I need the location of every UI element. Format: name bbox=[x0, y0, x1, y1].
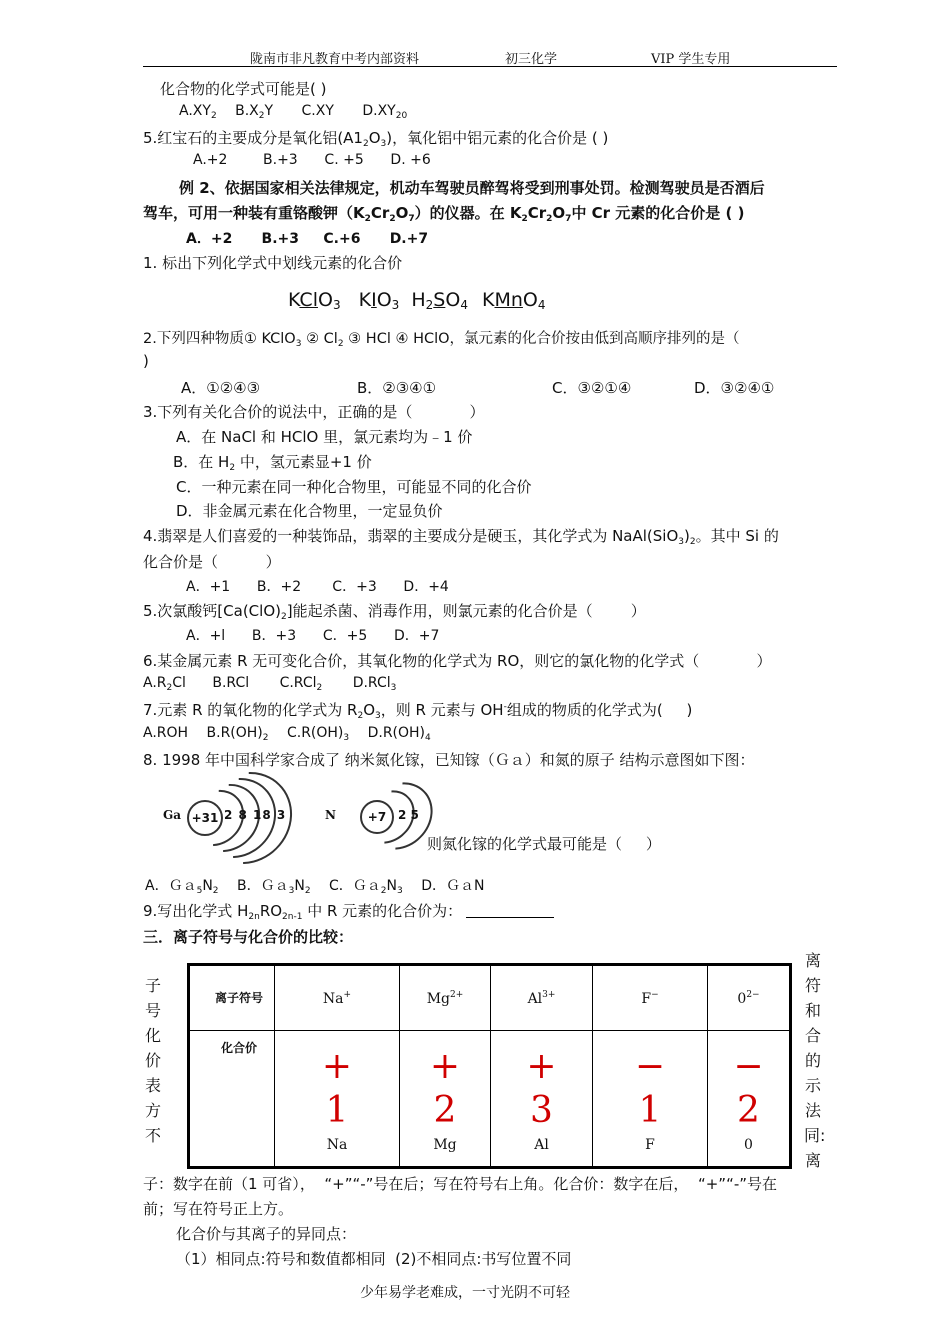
side-char: 离 bbox=[804, 951, 821, 970]
valence-element: F bbox=[645, 1136, 655, 1153]
ion-cell: F− bbox=[593, 965, 708, 1031]
n-nucleus: +7 bbox=[360, 800, 394, 834]
question-p2: 2.下列四种物质① KClO$_3$ ② $Cl_2$ ③ HCl ④ HClO，氯元素的化合价按由低到高顺序排列的是（ bbox=[143, 331, 740, 349]
question-p9: 9.写出化学式 $H_{2n}RO_{2n-1}$ 中 R 元素的化合价为： bbox=[143, 900, 554, 922]
option-a: A．①②④③ bbox=[181, 379, 261, 397]
header-rule bbox=[143, 66, 837, 67]
n-atom-diagram bbox=[322, 782, 432, 852]
valence-element: 0 bbox=[744, 1136, 753, 1153]
side-char: 离 bbox=[804, 1151, 821, 1170]
row-label-valence: 化合价 bbox=[189, 1031, 275, 1168]
option-b: B．在 $H_2$ 中，氢元素显+1 价 bbox=[173, 453, 372, 473]
options-row: $A.R_2Cl$ B.RCl C.RCl$_2$ D.RCl$_3$ bbox=[143, 675, 397, 693]
side-char: 表 bbox=[144, 1076, 161, 1095]
options-row: $A.XY_2$ $B.X_2Y$ C.XY $D.XY_{20}$ bbox=[179, 103, 408, 121]
side-char: 号 bbox=[144, 1001, 161, 1020]
options-row: A．+2 B.+3 C.+6 D.+7 bbox=[186, 231, 429, 247]
side-char: 法 bbox=[804, 1101, 821, 1120]
valence-cell bbox=[275, 1031, 400, 1168]
side-char: 合 bbox=[804, 1026, 821, 1045]
formula-row: KClO$_3$ $KIO_3$ $H_2SO_4$ KMnO$_4$ bbox=[288, 289, 546, 312]
side-char: 同: bbox=[804, 1126, 826, 1145]
options-row: A．$Ga_5N_2$ B．$Ga_3N_2$ C．$Ga_2N_3$ D．ＧａN bbox=[145, 878, 485, 896]
side-char: 示 bbox=[804, 1076, 821, 1095]
side-char: 的 bbox=[804, 1051, 821, 1070]
comparison-heading: 化合价与其离子的异同点： bbox=[176, 1225, 357, 1243]
header-school: 陇南市非凡教育中考内部资料 bbox=[250, 52, 420, 67]
side-char: 和 bbox=[804, 1001, 821, 1020]
section-title: 三．离子符号与化合价的比较： bbox=[143, 928, 354, 946]
text-line: ) bbox=[143, 352, 149, 370]
example-2: 例 2、依据国家相关法律规定，机动车驾驶员醉驾将受到刑事处罚。检测驾驶员是否酒后 bbox=[179, 179, 765, 197]
question-p4: 4.翡翠是人们喜爱的一种装饰品，翡翠的主要成分是硬玉，其化学式为 $NaAl(SiO_3)_2$。其中 Si 的 bbox=[143, 527, 779, 547]
valence-element: Mg bbox=[433, 1136, 457, 1153]
ga-label: Ga bbox=[163, 808, 182, 822]
ion-cell: $0^{2-}$ bbox=[708, 965, 791, 1031]
side-char: 不 bbox=[144, 1126, 161, 1145]
valence-cell bbox=[400, 1031, 491, 1168]
ga-nucleus: +31 bbox=[187, 800, 223, 836]
ion-cell: $Al^{3+}$ bbox=[491, 965, 593, 1031]
valence-number: 1 bbox=[638, 1089, 662, 1131]
valence-sign: + bbox=[429, 1045, 461, 1087]
question-p8-prompt: 则氮化镓的化学式最可能是（ ） bbox=[427, 835, 661, 853]
valence-sign: + bbox=[321, 1045, 353, 1087]
options-row: A．+1 B．+2 C．+3 D．+4 bbox=[186, 579, 449, 595]
options-row: A．+l B．+3 C．+5 D．+7 bbox=[186, 628, 440, 644]
option-b: B．②③④① bbox=[357, 379, 437, 397]
header-audience: VIP 学生专用 bbox=[651, 52, 731, 67]
valence-element: Na bbox=[326, 1136, 348, 1153]
header-subject: 初三化学 bbox=[505, 52, 558, 67]
valence-number: 2 bbox=[737, 1089, 760, 1131]
valence-sign: + bbox=[526, 1045, 557, 1087]
option-a: A．在 NaCl 和 HClO 里，氯元素均为﹣1 价 bbox=[176, 428, 473, 446]
ion-valence-table bbox=[187, 963, 792, 1169]
options-row: A.+2 B.+3 C. +5 D. +6 bbox=[193, 152, 431, 168]
side-char: 符 bbox=[804, 976, 821, 995]
row-label-ion-symbol: 离子符号 bbox=[189, 965, 275, 1031]
question-p5: 5.次氯酸钙$[Ca(ClO)_2]$能起杀菌、消毒作用，则氯元素的化合价是（ ） bbox=[143, 602, 646, 622]
ion-cell: Na+ bbox=[275, 965, 400, 1031]
text-line: 化合物的化学式可能是( ) bbox=[160, 80, 327, 98]
footer-motto: 少年易学老难成，一寸光阴不可轻 bbox=[360, 1285, 570, 1301]
valence-number: 1 bbox=[325, 1089, 349, 1131]
question-p8: 8. 1998 年中国科学家合成了 纳米氮化镓，已知镓（Ｇａ）和氮的原子 结构示意图如下图： bbox=[143, 751, 755, 769]
option-c: C．③②①④ bbox=[552, 379, 632, 397]
side-char: 价 bbox=[144, 1051, 161, 1070]
comparison-text: 前；写在符号正上方。 bbox=[143, 1200, 294, 1218]
text-line: 化合价是（ ） bbox=[143, 553, 281, 571]
example-2-cont: 驾车，可用一种装有重铬酸钾$(K_2Cr_2O_7)$的仪器。在 $K_2Cr_2O_7$中 Cr 元素的化合价是 ( ) bbox=[143, 204, 745, 224]
side-char: 方 bbox=[144, 1101, 161, 1120]
side-text-left bbox=[144, 973, 162, 1148]
valence-cell bbox=[593, 1031, 708, 1168]
valence-cell bbox=[491, 1031, 593, 1168]
option-d: D．非金属元素在化合物里，一定显负价 bbox=[176, 502, 443, 520]
ga-shells: 2 8 18 3 bbox=[224, 808, 287, 822]
comparison-points: （1）相同点:符号和数值都相同 (2)不相同点:书写位置不同 bbox=[176, 1250, 572, 1268]
question-5: 5.红宝石的主要成分是氧化铝$(A1_2O_3)$，氧化铝中铝元素的化合价是 ( ) bbox=[143, 129, 609, 149]
side-char: 化 bbox=[144, 1026, 161, 1045]
side-text-right bbox=[804, 948, 826, 1173]
question-p7: 7.元素 R 的氧化物的化学式为 $R_2O_3$，则 R 元素与 OH-组成的物质的化学式为( ) bbox=[143, 701, 693, 721]
valence-sign: − bbox=[733, 1045, 764, 1087]
option-c: C．一种元素在同一种化合物里，可能显不同的化合价 bbox=[176, 478, 532, 496]
question-p3: 3.下列有关化合价的说法中，正确的是（ ） bbox=[143, 403, 485, 421]
side-char: 子 bbox=[144, 976, 161, 995]
n-shells: 2 5 bbox=[398, 808, 419, 822]
options-row: A.ROH $B.R(OH)_2$ $C.R(OH)_3$ $D.R(OH)_4$ bbox=[143, 725, 431, 743]
comparison-text: 子：数字在前（1 可省）， “+”“-”号在后；写在符号右上角。化合价：数字在后， “+”“-”号在 bbox=[143, 1175, 778, 1193]
ion-cell: $Mg^{2+}$ bbox=[400, 965, 491, 1031]
question-p1: 1. 标出下列化学式中划线元素的化合价 bbox=[143, 254, 403, 272]
valence-element: Al bbox=[534, 1136, 549, 1153]
valence-sign: − bbox=[634, 1045, 666, 1087]
question-p6: 6.某金属元素 R 无可变化合价，其氧化物的化学式为 RO，则它的氯化物的化学式（ ） bbox=[143, 652, 772, 670]
valence-number: 2 bbox=[433, 1089, 457, 1131]
option-d: D．③②④① bbox=[694, 379, 775, 397]
valence-cell bbox=[708, 1031, 791, 1168]
valence-number: 3 bbox=[530, 1089, 553, 1131]
ga-atom-diagram bbox=[160, 778, 287, 858]
n-label: N bbox=[325, 808, 336, 822]
